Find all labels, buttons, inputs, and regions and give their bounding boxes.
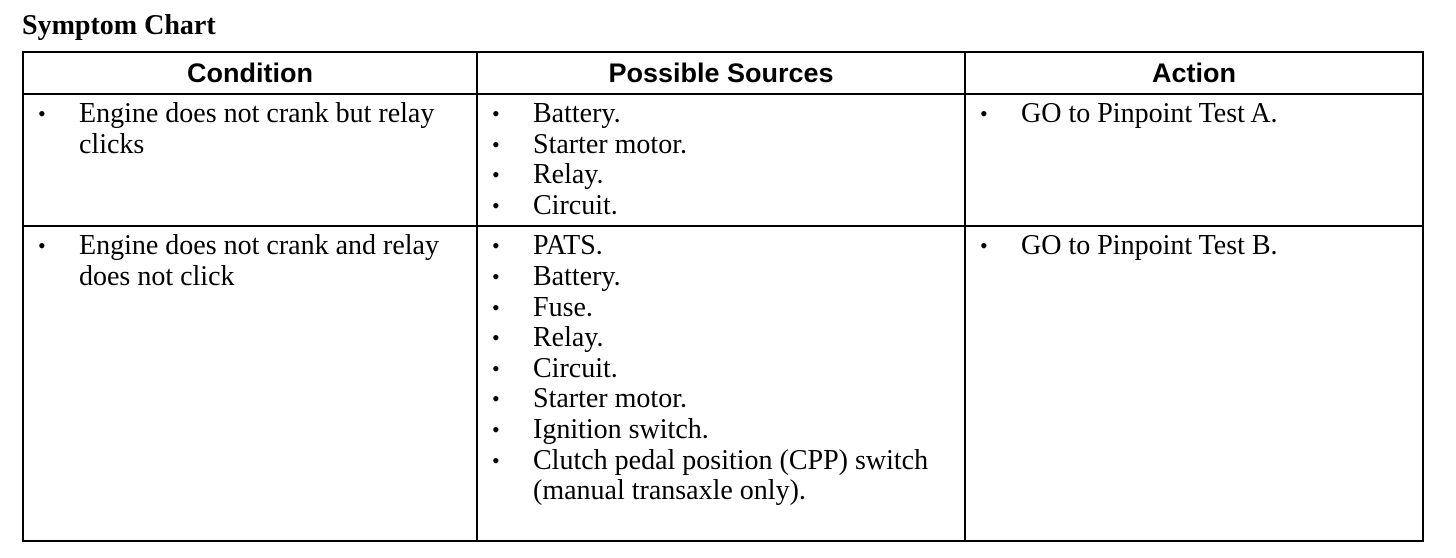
list-item	[24, 99, 468, 160]
action-text: GO to Pinpoint Test A.	[1021, 98, 1278, 129]
header-action: Action	[965, 52, 1423, 94]
source-text: Fuse.	[533, 291, 593, 323]
header-possible-sources: Possible Sources	[477, 52, 965, 94]
list-item	[478, 323, 956, 354]
bullet-icon: •	[492, 386, 500, 412]
source-text: Starter motor.	[533, 383, 687, 415]
list-item	[478, 354, 956, 385]
list-item	[478, 415, 956, 446]
list-item	[478, 293, 956, 324]
bullet-icon: •	[980, 233, 988, 259]
bullet-icon: •	[492, 263, 500, 289]
list-item	[24, 231, 468, 292]
bullet-icon: •	[492, 101, 500, 126]
condition-list	[24, 231, 468, 292]
header-condition: Condition	[23, 52, 477, 94]
source-text: Battery.	[533, 98, 621, 129]
list-item	[478, 191, 956, 222]
source-text: Circuit.	[533, 189, 618, 221]
sources-list	[478, 99, 956, 221]
action-cell	[965, 226, 1423, 541]
sources-list	[478, 231, 956, 506]
list-item	[966, 231, 1414, 262]
symptom-table	[22, 51, 1424, 542]
bullet-icon: •	[492, 325, 500, 351]
document-title: Symptom Chart	[22, 10, 216, 41]
condition-list	[24, 99, 468, 160]
list-item	[478, 231, 956, 262]
list-item	[478, 446, 956, 507]
list-item	[478, 262, 956, 293]
bullet-icon: •	[492, 355, 500, 381]
source-text: Circuit.	[533, 352, 618, 384]
list-item	[478, 384, 956, 415]
source-text: Clutch pedal position (CPP) switch (manual transaxle only).	[533, 444, 929, 507]
bullet-icon: •	[492, 131, 500, 157]
condition-cell	[23, 226, 477, 541]
bullet-icon: •	[38, 233, 46, 259]
condition-text: Engine does not crank and relay does not click	[79, 230, 439, 292]
list-item	[966, 99, 1414, 130]
action-list	[966, 99, 1414, 130]
bullet-icon: •	[38, 101, 46, 126]
bullet-icon: •	[492, 447, 500, 473]
source-text: Ignition switch.	[533, 413, 709, 445]
condition-cell	[23, 94, 477, 226]
source-text: Relay.	[533, 159, 604, 191]
sources-cell	[477, 94, 965, 226]
list-item	[478, 130, 956, 161]
bullet-icon: •	[492, 162, 500, 188]
list-item	[478, 99, 956, 130]
bullet-icon: •	[492, 416, 500, 442]
source-text: Battery.	[533, 260, 621, 292]
sources-cell	[477, 226, 965, 541]
table-header-row	[23, 52, 1423, 94]
bullet-icon: •	[492, 294, 500, 320]
bullet-icon: •	[492, 192, 500, 218]
source-text: Relay.	[533, 322, 604, 354]
condition-text: Engine does not crank but relay clicks	[79, 98, 435, 160]
source-text: Starter motor.	[533, 128, 687, 160]
action-text: GO to Pinpoint Test B.	[1021, 230, 1278, 262]
bullet-icon: •	[492, 233, 500, 259]
list-item	[478, 160, 956, 191]
bullet-icon: •	[980, 101, 988, 126]
table-row	[23, 94, 1423, 226]
source-text: PATS.	[533, 230, 603, 262]
action-cell	[965, 94, 1423, 226]
action-list	[966, 231, 1414, 262]
table-row	[23, 226, 1423, 541]
